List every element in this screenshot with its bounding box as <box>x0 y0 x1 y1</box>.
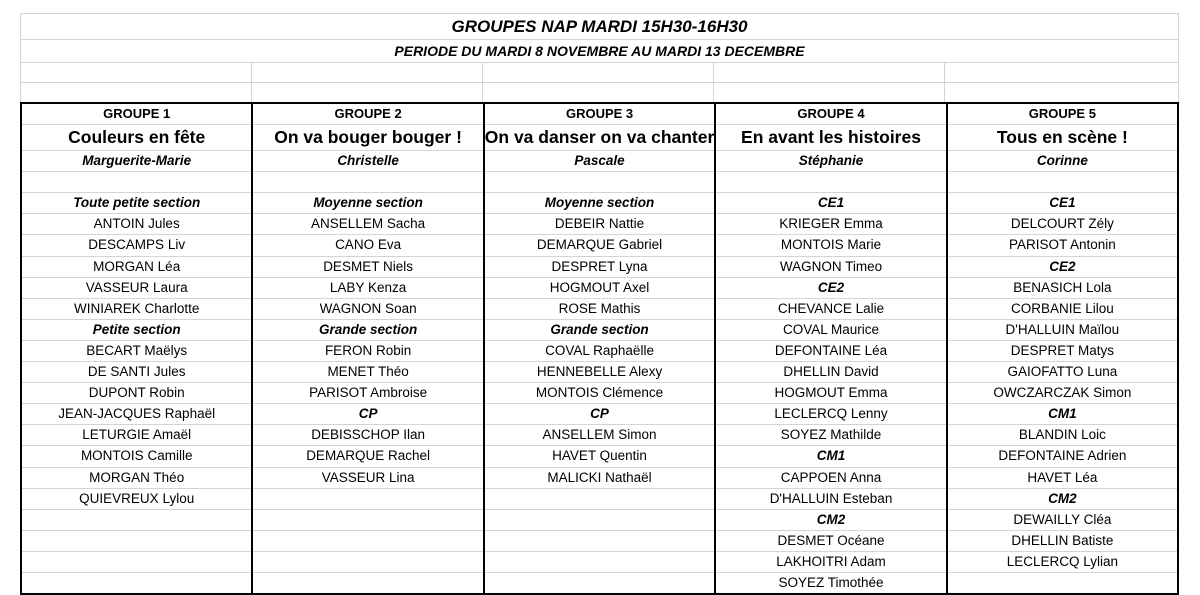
student-name-cell[interactable]: DELCOURT Zély <box>948 214 1177 235</box>
empty-cell[interactable] <box>716 172 945 193</box>
group-theme[interactable]: On va danser on va chanter <box>485 125 715 151</box>
spreadsheet <box>20 13 1179 595</box>
class-level-label[interactable]: CE1 <box>948 193 1177 214</box>
group-column-2 <box>253 104 484 593</box>
student-name-cell[interactable]: CANO Eva <box>253 235 482 256</box>
group-theme[interactable]: En avant les histoires <box>716 125 945 151</box>
student-name-cell[interactable]: COVAL Maurice <box>716 320 945 341</box>
empty-cell[interactable] <box>253 573 482 593</box>
empty-cell[interactable] <box>22 510 251 531</box>
empty-cell[interactable] <box>485 552 715 573</box>
student-name-cell[interactable]: MORGAN Théo <box>22 468 251 489</box>
group-header[interactable]: GROUPE 5 <box>948 104 1177 125</box>
group-column-3 <box>485 104 717 593</box>
class-level-label[interactable]: CE1 <box>716 193 945 214</box>
student-name-cell[interactable]: LAKHOITRI Adam <box>716 552 945 573</box>
student-name-cell[interactable]: DEWAILLY Cléa <box>948 510 1177 531</box>
empty-cell[interactable] <box>21 63 252 82</box>
class-level-label[interactable]: CE2 <box>948 257 1177 278</box>
empty-cell[interactable] <box>945 63 1179 82</box>
student-name-cell[interactable]: DEMARQUE Gabriel <box>485 235 715 256</box>
student-name-cell[interactable]: OWCZARCZAK Simon <box>948 383 1177 404</box>
group-column-4 <box>716 104 947 593</box>
student-name-cell[interactable]: HOGMOUT Axel <box>485 278 715 299</box>
class-level-label[interactable]: Moyenne section <box>485 193 715 214</box>
student-name-cell[interactable]: WAGNON Timeo <box>716 257 945 278</box>
student-name-cell[interactable]: MALICKI Nathaël <box>485 468 715 489</box>
student-name-cell[interactable]: ANTOIN Jules <box>22 214 251 235</box>
group-header[interactable]: GROUPE 2 <box>253 104 482 125</box>
student-name-cell[interactable]: ANSELLEM Simon <box>485 425 715 446</box>
class-level-label[interactable]: CP <box>485 404 715 425</box>
empty-cell[interactable] <box>22 552 251 573</box>
sheet-subtitle[interactable]: PERIODE DU MARDI 8 NOVEMBRE AU MARDI 13 DECEMBRE <box>20 39 1179 62</box>
student-name-cell[interactable]: QUIEVREUX Lylou <box>22 489 251 510</box>
student-name-cell[interactable]: MORGAN Léa <box>22 257 251 278</box>
empty-row <box>20 62 1179 82</box>
empty-cell[interactable] <box>485 531 715 552</box>
class-level-label[interactable]: Grande section <box>485 320 715 341</box>
empty-cell[interactable] <box>485 489 715 510</box>
student-name-cell[interactable]: DESPRET Matys <box>948 341 1177 362</box>
empty-row <box>20 82 1179 102</box>
student-name-cell[interactable]: D'HALLUIN Maïlou <box>948 320 1177 341</box>
student-name-cell[interactable]: BENASICH Lola <box>948 278 1177 299</box>
student-name-cell[interactable]: VASSEUR Lina <box>253 468 482 489</box>
empty-cell[interactable] <box>948 172 1177 193</box>
student-name-cell[interactable]: GAIOFATTO Luna <box>948 362 1177 383</box>
empty-cell[interactable] <box>21 83 252 102</box>
empty-cell[interactable] <box>253 172 482 193</box>
class-level-label[interactable]: Petite section <box>22 320 251 341</box>
student-name-cell[interactable]: SOYEZ Timothée <box>778 574 884 590</box>
student-name-cell[interactable]: D'HALLUIN Esteban <box>716 489 945 510</box>
group-animator[interactable]: Corinne <box>948 151 1177 172</box>
group-header[interactable]: GROUPE 1 <box>22 104 251 125</box>
group-animator[interactable]: Christelle <box>253 151 482 172</box>
student-name-cell[interactable]: JEAN-JACQUES Raphaël <box>22 404 251 425</box>
empty-cell[interactable] <box>483 63 714 82</box>
empty-cell[interactable] <box>948 573 1177 593</box>
class-level-label[interactable]: Moyenne section <box>253 193 482 214</box>
student-name-cell[interactable]: CAPPOEN Anna <box>716 468 945 489</box>
student-name-cell[interactable]: WAGNON Soan <box>253 299 482 320</box>
student-name-cell[interactable]: DEMARQUE Rachel <box>253 446 482 467</box>
student-name-cell[interactable]: CHEVANCE Lalie <box>716 299 945 320</box>
student-name-cell[interactable]: LECLERCQ Lenny <box>716 404 945 425</box>
student-name-cell[interactable]: LETURGIE Amaël <box>22 425 251 446</box>
student-name-cell[interactable]: ANSELLEM Sacha <box>253 214 482 235</box>
student-name-cell[interactable]: PARISOT Ambroise <box>253 383 482 404</box>
class-level-label[interactable]: CM1 <box>716 446 945 467</box>
student-name-cell[interactable]: COVAL Raphaëlle <box>485 341 715 362</box>
student-name-cell[interactable]: DEBISSCHOP Ilan <box>253 425 482 446</box>
student-name-cell[interactable]: DEBEIR Nattie <box>485 214 715 235</box>
sheet-title[interactable]: GROUPES NAP MARDI 15H30-16H30 <box>20 13 1179 39</box>
empty-cell[interactable] <box>483 83 714 102</box>
group-animator[interactable]: Stéphanie <box>716 151 945 172</box>
student-name-cell[interactable]: HAVET Léa <box>948 468 1177 489</box>
student-name-cell[interactable]: HAVET Quentin <box>485 446 715 467</box>
class-level-label[interactable]: CP <box>253 404 482 425</box>
empty-cell[interactable] <box>253 510 482 531</box>
empty-cell[interactable] <box>252 63 483 82</box>
student-name-cell[interactable]: DUPONT Robin <box>22 383 251 404</box>
class-level-label[interactable]: Grande section <box>253 320 482 341</box>
student-name-cell[interactable]: FERON Robin <box>253 341 482 362</box>
empty-cell[interactable] <box>945 83 1179 102</box>
student-name-cell[interactable]: BLANDIN Loic <box>948 425 1177 446</box>
group-column-1 <box>22 104 253 593</box>
empty-cell[interactable] <box>485 573 715 593</box>
class-level-label[interactable]: Toute petite section <box>22 193 251 214</box>
student-name-cell[interactable]: MONTOIS Marie <box>716 235 945 256</box>
student-name-cell[interactable]: DESMET Niels <box>253 257 482 278</box>
empty-cell[interactable] <box>253 489 482 510</box>
student-name-cell[interactable]: MENET Théo <box>253 362 482 383</box>
student-name-cell[interactable]: DE SANTI Jules <box>22 362 251 383</box>
student-name-cell[interactable]: LABY Kenza <box>253 278 482 299</box>
student-name-cell[interactable]: HENNEBELLE Alexy <box>485 362 715 383</box>
student-name-cell[interactable]: DESCAMPS Liv <box>22 235 251 256</box>
student-name-cell[interactable]: CORBANIE Lilou <box>948 299 1177 320</box>
student-name-cell[interactable]: DEFONTAINE Léa <box>716 341 945 362</box>
empty-cell[interactable] <box>714 63 945 82</box>
student-name-cell[interactable]: MONTOIS Clémence <box>485 383 715 404</box>
group-header[interactable]: GROUPE 4 <box>716 104 945 125</box>
class-level-label[interactable]: CM2 <box>948 489 1177 510</box>
empty-cell[interactable] <box>485 172 715 193</box>
group-theme[interactable]: On va bouger bouger ! <box>253 125 482 151</box>
empty-cell[interactable] <box>22 573 251 593</box>
student-name-cell[interactable]: DHELLIN David <box>716 362 945 383</box>
student-name-cell[interactable]: ROSE Mathis <box>485 299 715 320</box>
empty-cell[interactable] <box>253 552 482 573</box>
student-name-cell[interactable]: VASSEUR Laura <box>22 278 251 299</box>
student-name-cell[interactable]: DHELLIN Batiste <box>948 531 1177 552</box>
student-name-cell[interactable]: DESMET Océane <box>716 531 945 552</box>
student-name-cell[interactable]: SOYEZ Mathilde <box>716 425 945 446</box>
student-name-cell[interactable]: KRIEGER Emma <box>716 214 945 235</box>
empty-cell[interactable] <box>252 83 483 102</box>
empty-cell[interactable] <box>714 83 945 102</box>
groups-table <box>20 102 1179 595</box>
group-animator[interactable]: Pascale <box>485 151 715 172</box>
student-name-cell[interactable]: MONTOIS Camille <box>22 446 251 467</box>
empty-cell[interactable] <box>485 510 715 531</box>
group-header[interactable]: GROUPE 3 <box>485 104 715 125</box>
group-animator[interactable]: Marguerite-Marie <box>22 151 251 172</box>
group-column-5 <box>948 104 1177 593</box>
student-name-cell[interactable]: DESPRET Lyna <box>485 257 715 278</box>
student-name-cell[interactable]: WINIAREK Charlotte <box>22 299 251 320</box>
class-level-label[interactable]: CM1 <box>948 404 1177 425</box>
empty-cell[interactable] <box>253 531 482 552</box>
student-name-cell[interactable]: HOGMOUT Emma <box>716 383 945 404</box>
student-name-cell[interactable]: DEFONTAINE Adrien <box>948 446 1177 467</box>
group-theme[interactable]: Tous en scène ! <box>948 125 1177 151</box>
class-level-label[interactable]: CM2 <box>716 510 945 531</box>
class-level-label[interactable]: CE2 <box>716 278 945 299</box>
student-name-cell[interactable]: LECLERCQ Lylian <box>948 552 1177 573</box>
student-name-cell[interactable]: BECART Maëlys <box>22 341 251 362</box>
group-theme[interactable]: Couleurs en fête <box>22 125 251 151</box>
student-name-cell[interactable]: PARISOT Antonin <box>948 235 1177 256</box>
empty-cell[interactable] <box>22 531 251 552</box>
empty-cell[interactable] <box>22 172 251 193</box>
